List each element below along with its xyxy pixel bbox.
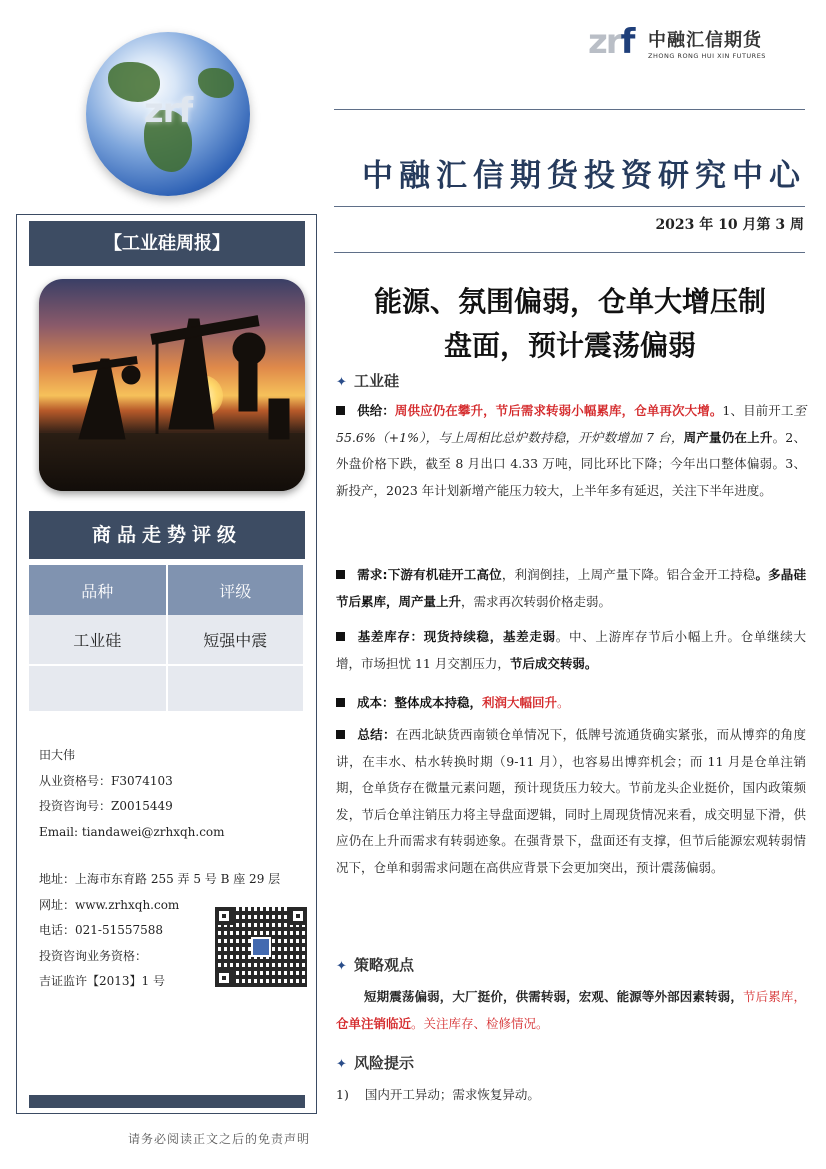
risk-paragraph	[336, 1082, 806, 1109]
rating-title: 商品走势评级	[29, 511, 305, 559]
company-website: 网址：www.zrhxqh.com	[39, 897, 180, 912]
divider-date	[334, 252, 805, 253]
arrow-bullet-icon: ✦	[336, 959, 347, 974]
report-name-banner: 【工业硅周报】	[29, 221, 305, 266]
analyst-cert-no: 从业资格号：F3074103	[39, 773, 173, 788]
rating-cell-rating: 短强中震	[167, 615, 305, 665]
demand-paragraph: 需求:下游有机硅开工高位，利润倒挂，上周产量下降。铝合金开工持稳。多晶硅节后累库，周产量上升，需求再次转弱价格走弱。	[336, 567, 806, 609]
supply-paragraph: 供给：周供应仍在攀升，节后需求转弱小幅累库，仓单再次大增。1、目前开工至 55.6%（+1%），与上周相比总炉数持稳，开炉数增加 7 台，周产量仍在上升。2、外盘价格下跌，截至 8 月出口 4.33 万吨，同比环比下降；今年出口整体偏弱。3、新投产，2023 年计划新增产能压力较大，上半年多有延迟，关注下半年进度。	[336, 403, 806, 498]
arrow-bullet-icon: ✦	[336, 1057, 347, 1072]
brand-name-cn: 中融汇信期货	[648, 30, 762, 51]
sidebar	[16, 214, 317, 1114]
square-bullet-icon	[336, 698, 345, 707]
rating-cell-empty	[167, 665, 305, 711]
analyst-email: Email: tiandawei@zrhxqh.com	[39, 824, 225, 839]
rating-cell-product: 工业硅	[29, 615, 167, 665]
brand-logo	[588, 22, 778, 62]
divider-top	[334, 109, 805, 110]
analyst-contact	[39, 743, 225, 845]
cost-paragraph: 成本：整体成本持稳，利润大幅回升。	[336, 690, 806, 717]
company-address: 地址：上海市东育路 255 弄 5 号 B 座 29 层	[39, 872, 281, 886]
headline-line-1: 能源、氛围偏弱，仓单大增压制	[373, 285, 766, 318]
report-headline	[334, 280, 806, 368]
sidebar-bottom-bar	[29, 1095, 305, 1108]
square-bullet-icon	[336, 632, 345, 641]
globe-logo-text: zrf	[143, 90, 193, 131]
arrow-bullet-icon: ✦	[336, 375, 347, 390]
section-silicon: ✦ 工业硅	[336, 372, 400, 390]
square-bullet-icon	[336, 730, 345, 739]
section-strategy: ✦ 策略观点	[336, 956, 415, 974]
table-row	[29, 615, 304, 665]
disclaimer: 请务必阅读正文之后的免责声明	[128, 1132, 311, 1146]
company-phone: 电话：021-51557588	[39, 923, 164, 937]
headline-line-2: 盘面，预计震荡偏弱	[443, 329, 696, 362]
risk-number: 1)	[336, 1087, 349, 1102]
risk-text: 国内开工异动；需求恢复异动。	[364, 1087, 540, 1102]
rating-header-rating: 评级	[167, 565, 305, 615]
qr-code-icon	[215, 907, 307, 987]
brand-mark: zrf	[588, 22, 634, 62]
strategy-paragraph: 短期震荡偏弱，大厂挺价，供需转弱，宏观、能源等外部因素转弱，节后累库，仓单注销临近。关注库存、检修情况。	[336, 989, 806, 1031]
square-bullet-icon	[336, 570, 345, 579]
globe-logo	[86, 32, 250, 196]
brand-name-en: ZHONG RONG HUI XIN FUTURES	[648, 52, 766, 60]
summary-paragraph: 总结：在西北缺货西南锁仓单情况下，低牌号流通货确实紧张，而从博弈的角度讲，在丰水、枯水转换时期（9-11 月），也容易出博弈机会；而 11 月是仓单注销期，仓单货存在微量元素问题，预计现货压力较大。节前龙头企业挺价，国内政策频发，节后仓单注销压力将主导盘面逻辑，同时上周现货情况来看，成交明显下滑，供应仍在上升而需求有转弱迹象。在强背景下，盘面还有支撑，但节后能源宏观转弱情况下，仓单和弱需求问题在高供应背景下会更加突出，预计震荡偏弱。	[336, 727, 806, 875]
company-license: 吉证监许【2013】1 号	[39, 974, 165, 988]
research-center-title: 中融汇信期货投资研究中心	[362, 158, 806, 194]
company-qualification: 投资咨询业务资格：	[39, 948, 148, 963]
divider-mid	[334, 206, 805, 207]
rating-table-header	[29, 565, 304, 615]
table-row	[29, 665, 304, 711]
oil-pumpjack-photo	[39, 279, 305, 491]
square-bullet-icon	[336, 406, 345, 415]
section-risk: ✦ 风险提示	[336, 1054, 415, 1072]
rating-table	[29, 565, 305, 711]
analyst-advisory-no: 投资咨询号：Z0015449	[39, 799, 173, 813]
rating-header-product: 品种	[29, 565, 167, 615]
analyst-name: 田大伟	[39, 748, 76, 762]
rating-cell-empty	[29, 665, 167, 711]
pumpjack-icon	[39, 279, 305, 491]
report-date: 2023 年 10 月第 3 周	[655, 217, 804, 233]
basis-inventory-paragraph: 基差库存：现货持续稳，基差走弱。中、上游库存节后小幅上升。仓单继续大增，市场担忧 11 月交割压力，节后成交转弱。	[336, 629, 806, 671]
